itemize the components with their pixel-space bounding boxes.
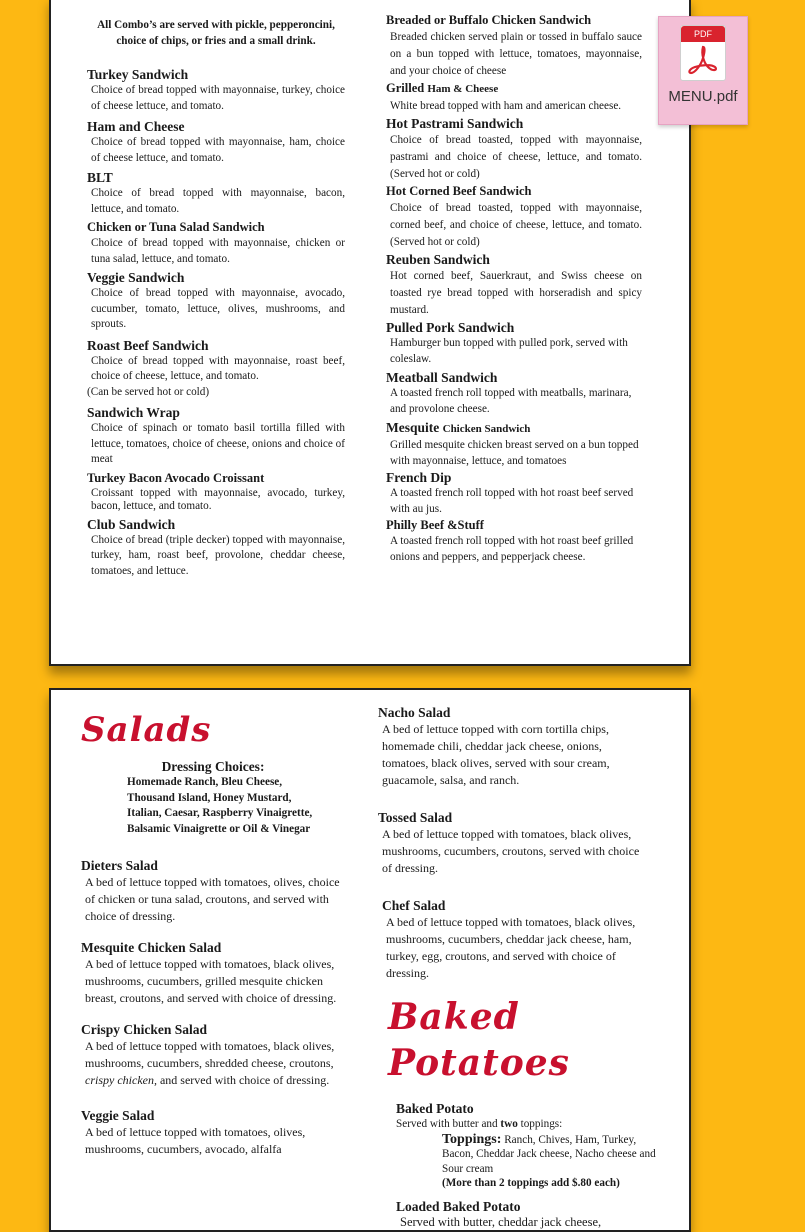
menu-item	[386, 80, 642, 115]
menu-item-note: (Can be served hot or cold)	[87, 385, 210, 398]
menu-item-desc: Choice of bread toasted, topped with mayonnaise, pastrami and choice of cheese, lettuce, and tomato. (Served hot or cold)	[390, 134, 642, 180]
menu-item-desc: A bed of lettuce topped with corn tortilla chips, homemade chili, cheddar jack cheese, onions, tomatoes, black olives, served with sour cream, guacamole, salsa, and ranch.	[382, 722, 610, 787]
menu-item	[87, 66, 345, 114]
menu-item-desc: Choice of bread topped with mayonnaise, ham, choice of cheese lettuce, and tomato.	[91, 136, 345, 164]
menu-item	[386, 183, 642, 251]
menu-item-desc: Choice of bread topped with mayonnaise, bacon, lettuce, and tomato.	[91, 187, 345, 215]
sandwich-column-left	[87, 18, 345, 579]
combo-intro: All Combo’s are served with pickle, pepperoncini, choice of chips, or fries and a small drink.	[97, 19, 335, 47]
menu-item	[396, 1198, 640, 1231]
menu-item	[87, 269, 345, 333]
dressing-item: Italian, Caesar, Raspberry Vinaigrette,	[127, 807, 313, 819]
dressing-choices	[123, 758, 341, 837]
menu-item-desc: A bed of lettuce topped with tomatoes, black olives, mushrooms, cucumbers, cheddar jack cheese, ham, turkey, egg, croutons, and served with choice of dressing.	[386, 915, 636, 980]
menu-item-title: Breaded or Buffalo Chicken Sandwich	[386, 13, 592, 27]
menu-item-title	[386, 419, 642, 438]
menu-item	[386, 469, 642, 517]
menu-item-desc-em: crispy chicken,	[85, 1073, 157, 1087]
menu-item-desc: Choice of bread topped with mayonnaise, avocado, cucumber, tomato, lettuce, olives, mushrooms, and sprouts.	[91, 287, 345, 330]
menu-item-desc: Choice of bread (triple decker) topped with mayonnaise, turkey, ham, roast beef, provolone, cheddar cheese, tomatoes, and lettuce.	[91, 533, 345, 577]
menu-item-title: Baked Potato	[396, 1101, 474, 1116]
dressing-item: Balsamic Vinaigrette or Oil & Vinegar	[127, 822, 311, 835]
menu-item	[386, 369, 642, 417]
menu-item	[81, 1021, 341, 1089]
menu-item-desc: Choice of bread topped with mayonnaise, turkey, choice of cheese lettuce, and tomato.	[91, 84, 345, 112]
menu-item-desc: Breaded chicken served plain or tossed in buffalo sauce on a bun topped with lettuce, tomatoes, mayonnaise, and your choice of cheese	[390, 31, 642, 77]
menu-item	[81, 857, 341, 925]
menu-item-title: Veggie Salad	[81, 1108, 155, 1123]
menu-item-desc	[81, 1038, 341, 1089]
menu-item-title	[386, 80, 642, 98]
menu-item-desc-a: A bed of lettuce topped with tomatoes, black olives, mushrooms, cucumbers, shredded cheese, croutons,	[85, 1039, 335, 1070]
menu-item-title-main: Mesquite	[386, 420, 440, 435]
menu-item-desc-b: and served with choice of dressing.	[156, 1073, 330, 1087]
menu-item	[87, 219, 345, 267]
menu-item-desc: A bed of lettuce topped with tomatoes, black olives, mushrooms, cucumbers, croutons, served with choice of dressing.	[382, 827, 640, 875]
pdf-file-icon	[680, 25, 726, 81]
toppings-extra: (More than 2 toppings add $.80 each)	[442, 1177, 620, 1189]
menu-item-title: Dieters Salad	[81, 858, 158, 873]
menu-item	[378, 809, 640, 877]
menu-item-title-sub: Ham & Cheese	[427, 83, 499, 95]
dressing-item: Thousand Island, Honey Mustard,	[127, 791, 292, 804]
menu-item	[87, 470, 345, 514]
menu-item-title: Pulled Pork Sandwich	[386, 320, 515, 335]
toppings-label: Toppings:	[442, 1131, 502, 1147]
toppings-list	[442, 1133, 666, 1177]
menu-item-desc: A toasted french roll topped with hot roast beef grilled onions and peppers, and pepperjack cheese.	[390, 535, 634, 563]
menu-item	[396, 1100, 656, 1192]
salad-column-right	[378, 704, 656, 1230]
menu-item-desc: Grilled mesquite chicken breast served on a bun topped with mayonnaise, lettuce, and tomatoes	[390, 439, 639, 467]
menu-item-title-sub: Chicken Sandwich	[442, 423, 531, 435]
menu-item-title: Reuben Sandwich	[386, 252, 490, 267]
menu-item-desc-b: toppings:	[517, 1118, 563, 1130]
menu-item-desc	[396, 1117, 640, 1133]
menu-item	[378, 704, 640, 789]
salads-heading: Salads	[81, 710, 212, 750]
menu-item-desc-a: Served with butter and	[396, 1118, 501, 1130]
menu-item-title: French Dip	[386, 470, 452, 485]
pdf-filename: MENU.pdf	[668, 88, 738, 105]
menu-item	[81, 1107, 341, 1158]
menu-page-salads	[49, 688, 691, 1232]
menu-page-sandwiches	[49, 0, 691, 666]
menu-item-title: Veggie Sandwich	[87, 270, 185, 285]
menu-item	[386, 12, 642, 80]
menu-item	[386, 251, 642, 319]
menu-item-desc: A bed of lettuce topped with tomatoes, black olives, mushrooms, cucumbers, grilled mesquite chicken breast, croutons, and served with choice of dressing.	[85, 957, 337, 1005]
menu-item	[87, 516, 345, 580]
baked-potatoes-heading: Baked Potatoes	[388, 996, 570, 1084]
menu-item-title: BLT	[87, 170, 113, 185]
salad-column-left	[81, 708, 341, 1158]
menu-item-desc: Choice of bread topped with mayonnaise, chicken or tuna salad, lettuce, and tomato.	[91, 237, 345, 265]
menu-item-title: Turkey Sandwich	[87, 67, 189, 82]
pdf-download-button[interactable]	[658, 16, 748, 125]
menu-item-title: Ham and Cheese	[87, 119, 185, 134]
adobe-pdf-icon	[681, 42, 725, 80]
menu-item-desc-bold: two	[500, 1118, 518, 1130]
menu-item-title: Hot Corned Beef Sandwich	[386, 184, 532, 198]
menu-item-title: Meatball Sandwich	[386, 370, 498, 385]
menu-item-title: Turkey Bacon Avocado Croissant	[87, 470, 265, 485]
menu-item-title: Hot Pastrami Sandwich	[386, 116, 524, 131]
menu-item-title: Chef Salad	[382, 898, 446, 913]
menu-item-desc: Hamburger bun topped with pulled pork, served with coleslaw.	[390, 337, 628, 365]
toppings-block	[442, 1133, 666, 1192]
menu-item	[87, 404, 345, 468]
menu-item-title: Roast Beef Sandwich	[87, 337, 209, 353]
toppings-text: Ranch, Chives, Ham, Turkey, Bacon, Cheddar Jack cheese, Nacho cheese and Sour cream	[442, 1133, 656, 1175]
sandwich-column-right	[386, 12, 642, 565]
menu-item-desc: A toasted french roll topped with hot roast beef served with au jus.	[390, 487, 634, 515]
menu-item-desc: Choice of bread toasted, topped with mayonnaise, corned beef, and choice of cheese, lettuce, and tomato. (Served hot or cold)	[390, 202, 642, 248]
menu-item	[87, 169, 345, 217]
menu-item	[386, 517, 642, 565]
menu-item-desc: A toasted french roll topped with meatballs, marinara, and provolone cheese.	[390, 387, 632, 415]
menu-item-title: Nacho Salad	[378, 705, 451, 720]
menu-item-title: Tossed Salad	[378, 810, 453, 825]
menu-item-title: Club Sandwich	[87, 516, 176, 532]
dressing-item: Homemade Ranch, Bleu Cheese,	[127, 776, 283, 788]
menu-item-desc: Hot corned beef, Sauerkraut, and Swiss cheese on toasted rye bread topped with horseradish and spicy mustard.	[390, 270, 642, 316]
menu-item-desc: A bed of lettuce topped with tomatoes, olives, mushrooms, cucumbers, avocado, alfalfa	[85, 1125, 306, 1156]
menu-item	[81, 939, 341, 1007]
dressing-title: Dressing Choices:	[161, 759, 265, 774]
menu-item	[386, 319, 642, 367]
menu-item-title: Crispy Chicken Salad	[81, 1022, 208, 1037]
menu-item-title: Mesquite Chicken Salad	[81, 940, 222, 955]
menu-item	[87, 337, 345, 401]
menu-item-desc: Choice of bread topped with mayonnaise, roast beef, choice of cheese, lettuce, and tomato.	[91, 354, 345, 382]
menu-item-title: Chicken or Tuna Salad Sandwich	[87, 220, 265, 234]
menu-item-desc: Served with butter, cheddar jack cheese,	[400, 1214, 602, 1229]
menu-item-title: Loaded Baked Potato	[396, 1198, 521, 1214]
menu-item-title: Sandwich Wrap	[87, 405, 180, 420]
menu-item-desc: A bed of lettuce topped with tomatoes, olives, choice of chicken or tuna salad, croutons, and served with choice of dressing.	[85, 875, 340, 923]
menu-item	[87, 118, 345, 166]
menu-item-title: Philly Beef &Stuff	[386, 518, 484, 532]
menu-item-desc: Choice of spinach or tomato basil tortilla filled with lettuce, tomatoes, choice of cheese, onions and choice of meat	[91, 422, 345, 465]
menu-item	[386, 419, 642, 469]
menu-item-title-main: Grilled	[386, 81, 425, 95]
menu-item-desc: Croissant topped with mayonnaise, avocado, turkey, bacon, lettuce, and tomato.	[91, 486, 345, 512]
menu-item	[386, 115, 642, 183]
pdf-tag: PDF	[681, 26, 725, 42]
menu-item	[382, 897, 640, 982]
menu-item-desc: White bread topped with ham and american cheese.	[390, 100, 622, 112]
